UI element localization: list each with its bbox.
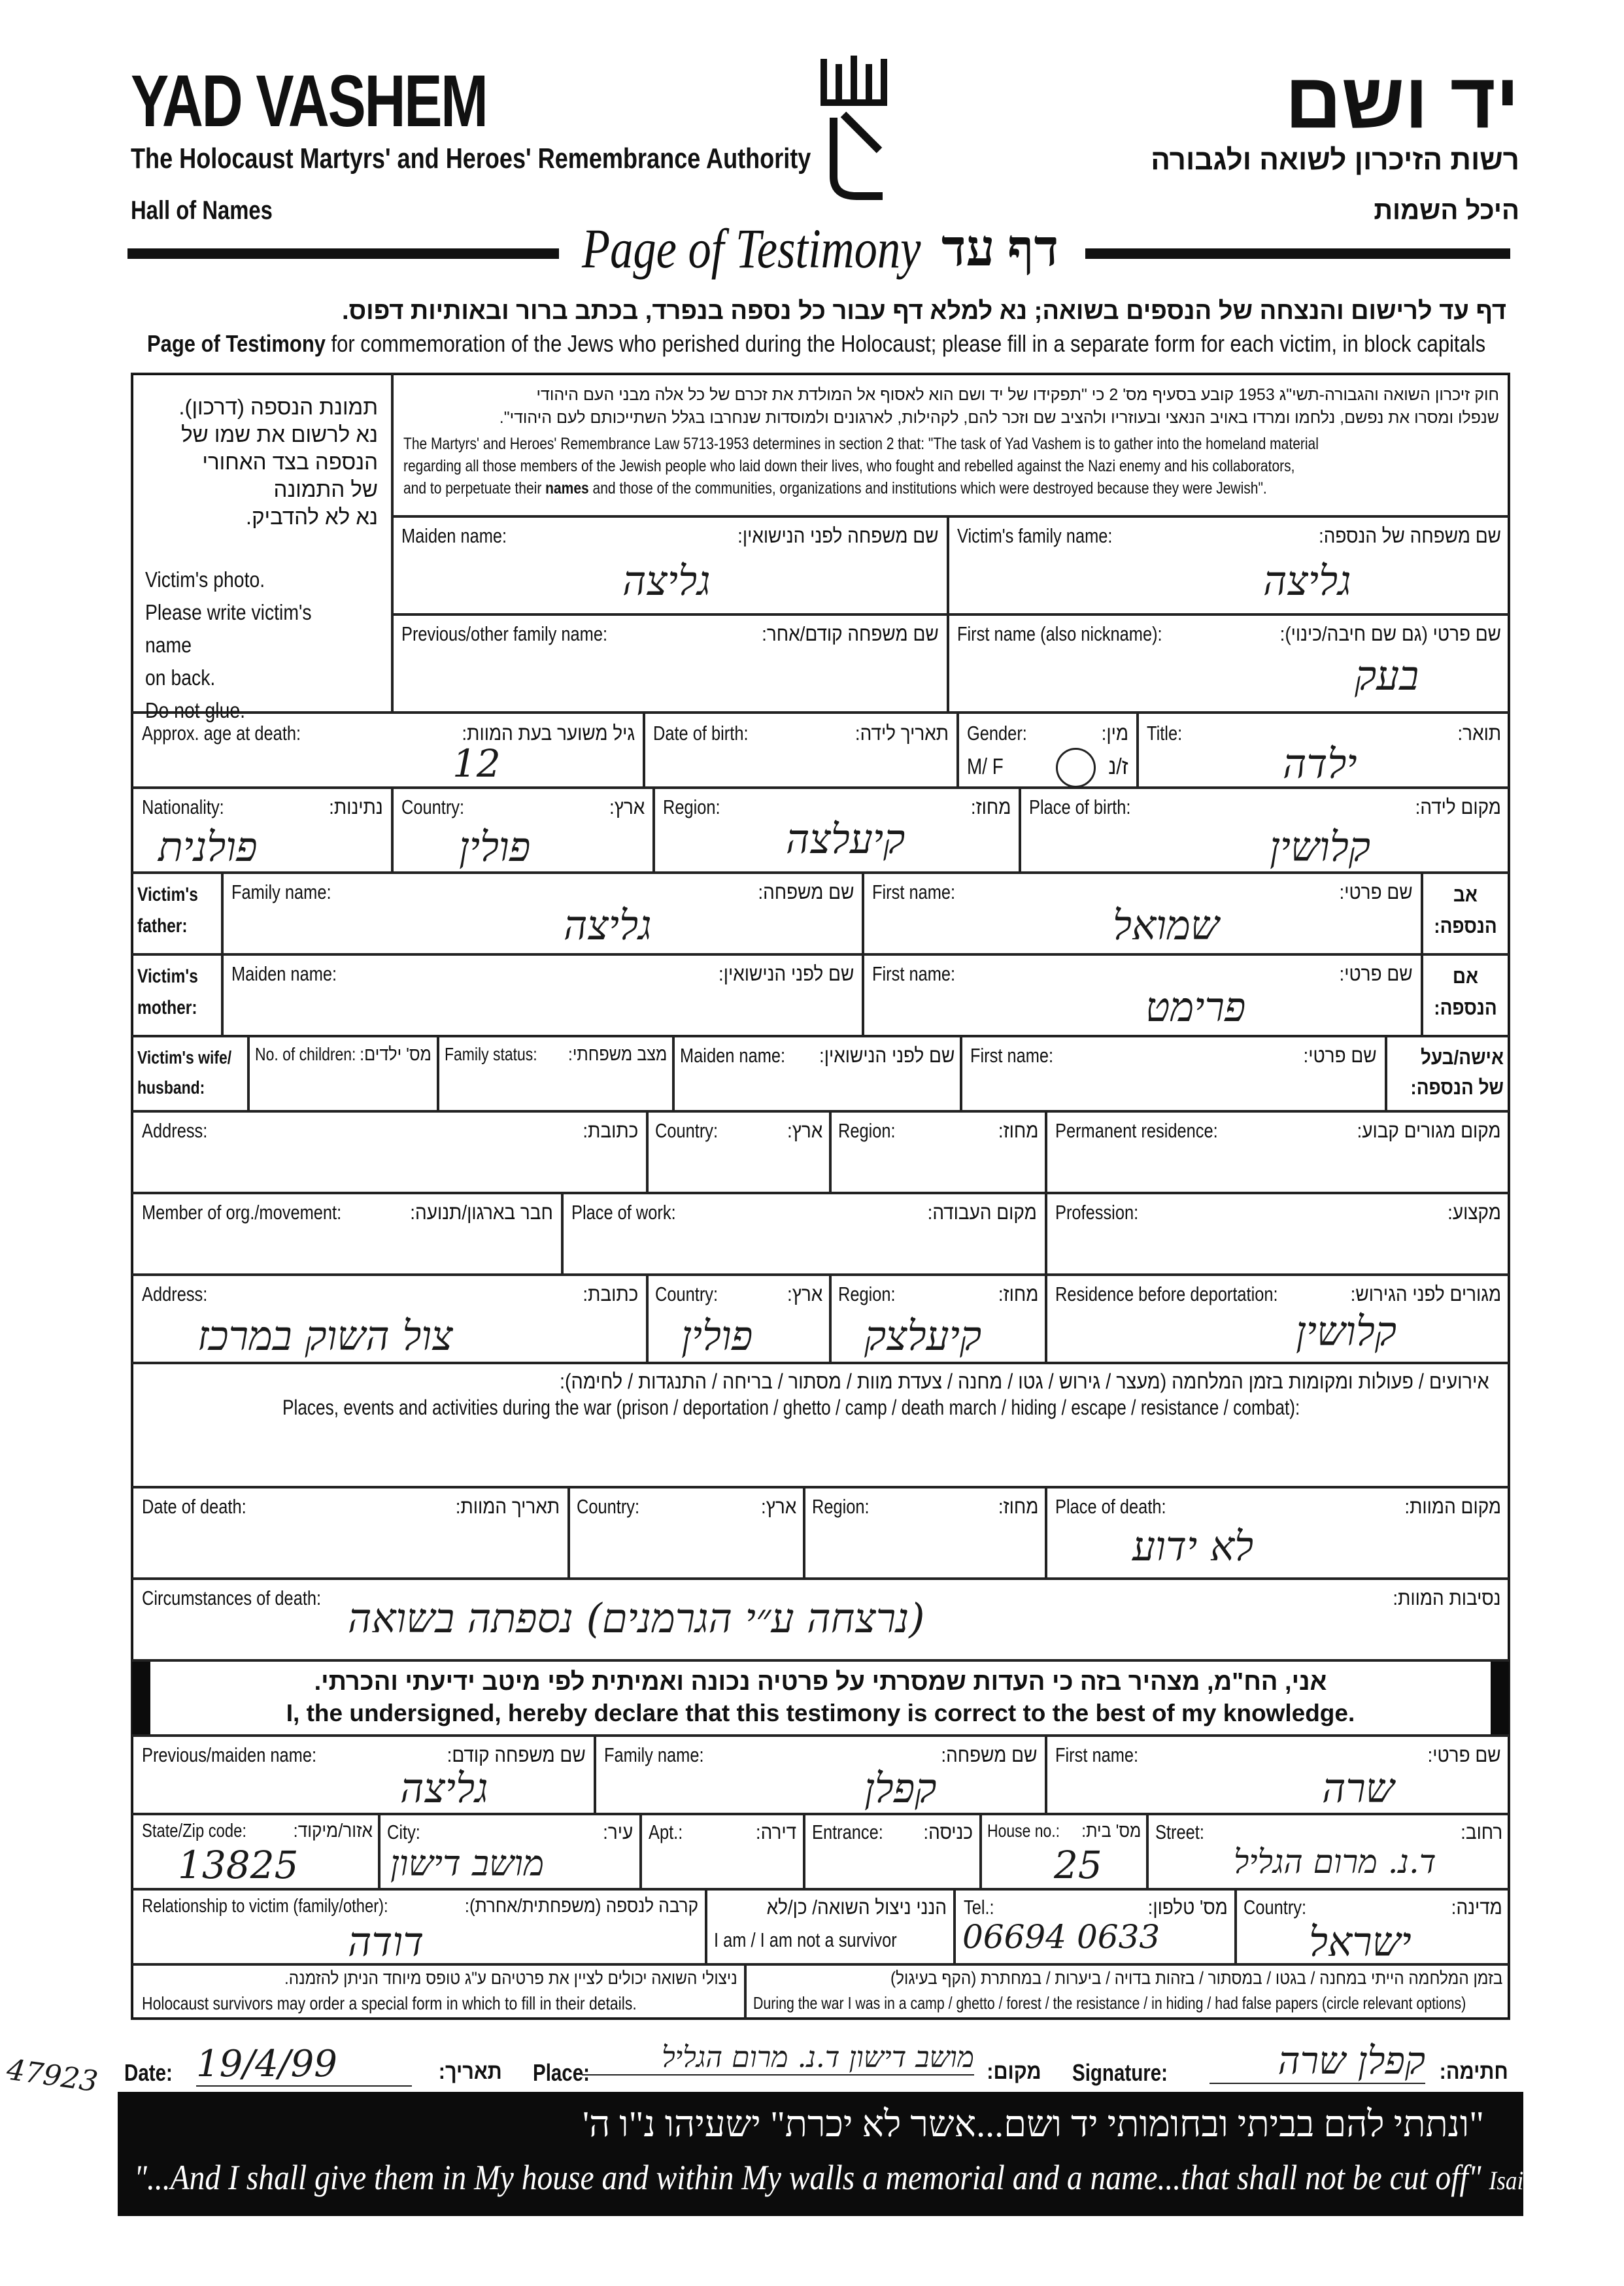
submitter-previous-name-value: גליצה	[400, 1764, 488, 1812]
street-field[interactable]: Street: רחוב: ד.נ. מרום הגליל	[1147, 1814, 1510, 1889]
zip-code-value: 13825	[178, 1843, 299, 1887]
father-first-name-field[interactable]: First name: שם פרטי: שמואל	[863, 873, 1422, 954]
age-value: 12	[452, 741, 501, 786]
photo-instructions-he: תמונת הנספה (דרכון). נא לרשום את שמו של הנספה בצד האחורי של התמונה נא לא להדביק.	[178, 395, 378, 529]
relationship-field[interactable]: Relationship to victim (family/other): קרבה לנספה (משפחתית/אחרת): דודה	[131, 1889, 706, 1964]
region-value: קיעלצה	[786, 815, 905, 863]
place-of-death-field[interactable]: Place of death: מקום המוות: לא ידוע	[1046, 1487, 1510, 1579]
law-text-box	[392, 373, 1510, 516]
intro-en: Page of Testimony for commemoration of the Jews who perished during the Holocaust; please fill in a separate form for each victim, in block capitals	[147, 330, 1486, 357]
apartment-field[interactable]: Apt.: דירה:	[641, 1814, 804, 1889]
place-of-work-field[interactable]: Place of work: מקום העבודה:	[562, 1193, 1046, 1275]
maiden-name-field[interactable]: Maiden name: שם משפחה לפני הנישואין: גליצה	[392, 516, 948, 614]
house-number-value: 25	[1054, 1843, 1102, 1887]
hall-of-names-he: היכל השמות	[1374, 196, 1519, 225]
mother-label-he-cell: אם הנספה:	[1422, 954, 1510, 1036]
footer-quote-en: "...And I shall give them in My house and within My walls a memorial and a name...that shall not be cut off" Isaiah, 56:5	[134, 2158, 1600, 2197]
law-he-1: חוק זיכרון השואה והגבורה-תשי"ג 1953 קובע בסעיף מס' 2 כי "תפקידו של יד ושם הוא לאסוף אל המולדת את זכרם של כל אלה מבני העם היהודי	[536, 386, 1499, 404]
address-value: צול השוק במרכז	[197, 1312, 453, 1360]
photo-box	[131, 373, 392, 722]
address-region-field[interactable]: Region: מחוז:	[830, 1111, 1046, 1193]
mother-label-cell: Victim's mother:	[131, 954, 222, 1036]
yad-vashem-logo-icon	[817, 52, 896, 203]
deportation-country-value: פולין	[681, 1312, 753, 1360]
city-value: מושב דישון	[390, 1843, 545, 1884]
spouse-label-he-cell: אישה/בעל של הנספה:	[1386, 1036, 1510, 1111]
residence-before-deportation-value: קלושין	[1296, 1307, 1397, 1355]
mother-maiden-name-field[interactable]: Maiden name: שם לפני הנישואין:	[222, 954, 863, 1036]
org-name-he: יד ושם	[1285, 57, 1519, 144]
deportation-region-field[interactable]: Region: מחוז: קיעלצק	[830, 1275, 1046, 1363]
mother-first-name-field[interactable]: First name: שם פרטי: פרימט	[863, 954, 1422, 1036]
father-label-he-cell: אב הנספה:	[1422, 873, 1510, 954]
title-value: ילדה	[1283, 740, 1357, 788]
place-of-birth-field[interactable]: Place of birth: מקום לידה: קלושין	[1020, 788, 1510, 873]
spouse-first-name-field[interactable]: First name: שם פרטי:	[961, 1036, 1386, 1111]
deportation-region-value: קיעלצק	[864, 1312, 982, 1360]
nationality-field[interactable]: Nationality: נתינות: פולנית	[131, 788, 392, 873]
submitter-previous-name-field[interactable]: Previous/maiden name: שם משפחה קודם: גליצה	[131, 1736, 595, 1814]
nationality-value: פולנית	[158, 823, 258, 871]
victim-family-name-value: גליצה	[1263, 557, 1351, 605]
death-region-field[interactable]: Region: מחוז:	[804, 1487, 1046, 1579]
death-country-field[interactable]: Country: ארץ:	[569, 1487, 804, 1579]
telephone-field[interactable]: Tel.: מס' טלפון: 06694 0633	[955, 1889, 1236, 1964]
submitter-country-field[interactable]: Country: מדינה: ישראל	[1236, 1889, 1510, 1964]
residence-before-deportation-field[interactable]: Residence before deportation: מגורים לפני הגירוש: קלושין	[1046, 1275, 1510, 1363]
org-name-en: YAD VASHEM	[131, 60, 487, 142]
address-before-deportation-field[interactable]: Address: כתובת: צול השוק במרכז	[131, 1275, 647, 1363]
intro-he: דף עד לרישום והנצחה של הנספים בשואה; נא למלא דף עבור כל נספה בנפרד, בכתב ברור ובאותיות דפוס.	[342, 297, 1506, 325]
address-country-field[interactable]: Country: ארץ:	[647, 1111, 830, 1193]
signature-label: Signature:	[1072, 2059, 1168, 2086]
father-family-name-field[interactable]: Family name: שם משפחה: גליצה	[222, 873, 863, 954]
country-value: פולין	[459, 823, 531, 871]
footer-quote-he: "ונתתי להם בביתי ובחומותי יד ושם...אשר לא יכרת" ישעיהו נ"ו ה'	[583, 2104, 1484, 2145]
survivor-note-right: בזמן המלחמה הייתי במחנה / בגטו / במסתור / בזהות בדויה / ביערות / במחתרת (הקף בעיגול) During the war I was in a camp / ghetto / forest / the resistance / in hiding / had false papers (circle relevant options)	[745, 1964, 1510, 2020]
father-label-cell: Victim's father:	[131, 873, 222, 954]
family-status-field[interactable]: Family status: מצב משפחתי:	[438, 1036, 673, 1111]
region-field[interactable]: Region: מחוז: קיעלצה	[654, 788, 1020, 873]
side-number: 47923	[5, 2053, 100, 2099]
country-field[interactable]: Country: ארץ: פולין	[392, 788, 654, 873]
permanent-residence-field[interactable]: Permanent residence: מקום מגורים קבוע:	[1046, 1111, 1510, 1193]
mother-first-name-value: פרימט	[1145, 983, 1246, 1031]
city-field[interactable]: City: עיר: מושב דישון	[379, 1814, 641, 1889]
age-at-death-field[interactable]: Approx. age at death: גיל משוער בעת המוות: 12	[131, 713, 644, 788]
form-title-en: Page of Testimony	[582, 217, 921, 280]
place-of-birth-value: קלושין	[1270, 823, 1371, 871]
address-field[interactable]: Address: כתובת:	[131, 1111, 647, 1193]
victim-first-name-value: בעק	[1355, 652, 1419, 699]
street-value: ד.נ. מרום הגליל	[1234, 1843, 1436, 1881]
place-value[interactable]: מושב דישון ד.נ. מרום הגליל	[582, 2041, 974, 2076]
place-of-death-value: לא ידוע	[1132, 1522, 1254, 1570]
submitter-first-name-value: שרה	[1322, 1764, 1395, 1812]
law-en-1: The Martyrs' and Heroes' Remembrance Law 5713-1953 determines in section 2 that: "The task of Yad Vashem is to gather into the homeland material	[403, 435, 1319, 453]
deportation-country-field[interactable]: Country: ארץ: פולין	[647, 1275, 830, 1363]
victim-family-name-field[interactable]: Victim's family name: שם משפחה של הנספה: גליצה	[948, 516, 1510, 614]
date-label-he: תאריך:	[438, 2059, 502, 2084]
declaration-box	[131, 1660, 1510, 1736]
telephone-value: 06694 0633	[962, 1918, 1160, 1956]
date-label: Date:	[124, 2059, 173, 2086]
declaration-he: אני, הח"מ, מצהיר בזה כי העדות שמסרתי על פרטיה נכונה ואמיתית לפי מיטב ידיעתי והכרתי.	[314, 1668, 1327, 1696]
hall-of-names-en: Hall of Names	[131, 196, 273, 225]
divider-right	[1085, 248, 1510, 259]
gender-circle-mark	[1056, 748, 1096, 788]
wartime-events-field[interactable]: אירועים / פעולות ומקומות בזמן המלחמה (מעצר / גירוש / גטו / מחנה / צעדת מוות / מסתור / בריחה / התנגדות / לחימה): Places, events and activities during the war (prison / deportation / ghetto / camp / death march / hiding / escape / resistance / combat):	[131, 1363, 1510, 1487]
circumstances-of-death-field[interactable]: Circumstances of death: נסיבות המוות: (נרצחה ע״י הגרמנים) נספתה בשואה	[131, 1579, 1510, 1660]
date-of-birth-field[interactable]: Date of birth: תאריך לידה:	[644, 713, 958, 788]
children-count-field[interactable]: No. of children: מס' ילדים:	[248, 1036, 438, 1111]
survivor-field[interactable]: הנני ניצול השואה/ כן/לא I am / I am not a survivor	[706, 1889, 955, 1964]
form-title-he: דף עד	[941, 220, 1059, 277]
previous-family-name-field[interactable]: Previous/other family name: שם משפחה קודם/אחר:	[392, 614, 948, 713]
signature-label-he: חתימה:	[1439, 2059, 1508, 2084]
divider-left	[127, 248, 559, 259]
submitter-country-value: ישראל	[1309, 1918, 1412, 1966]
submitter-family-name-value: קפלן	[864, 1764, 937, 1812]
date-of-death-field[interactable]: Date of death: תאריך המוות:	[131, 1487, 569, 1579]
relationship-value: דודה	[348, 1918, 424, 1966]
law-he-2: שנפלו ומסרו את נפשם, נלחמו ומרדו באויב הנאצי ובעוזריו ולהציב שם וזכר להם, לקהילות, לארגונים ולמוסדות שנחרבו בגלל השתייכותם לעם היהודי".	[499, 409, 1499, 427]
footer-quote-bar	[118, 2092, 1600, 2216]
house-number-field[interactable]: House no.: מס' בית: 25	[981, 1814, 1147, 1889]
place-label-he: מקום:	[987, 2059, 1041, 2084]
place-label: Place:	[533, 2059, 590, 2086]
law-en-2: regarding all those members of the Jewish people who laid down their lives, who fought and rebelled against the Nazi enemy and his collaborators,	[403, 457, 1295, 475]
title-field[interactable]: Title: תואר: ילדה	[1138, 713, 1510, 788]
member-org-field[interactable]: Member of org./movement: חבר בארגון/תנועה:	[131, 1193, 562, 1275]
father-family-name-value: גליצה	[564, 901, 652, 949]
authority-he: רשות הזיכרון לשואה ולגבורה	[1151, 144, 1519, 176]
gender-field[interactable]: Gender: מין: M/ F ז/נ	[958, 713, 1138, 788]
declaration-en: I, the undersigned, hereby declare that this testimony is correct to the best of my knowledge.	[286, 1700, 1355, 1726]
signature-value[interactable]: קפלן שרה	[1210, 2038, 1425, 2084]
zip-code-field[interactable]: State/Zip code: אזור/מיקוד: 13825	[131, 1814, 379, 1889]
profession-field[interactable]: Profession: מקצוע:	[1046, 1193, 1510, 1275]
entrance-field[interactable]: Entrance: כניסה:	[804, 1814, 981, 1889]
circumstances-value: (נרצחה ע״י הגרמנים) נספתה בשואה	[348, 1594, 925, 1642]
photo-instructions-en: Victim's photo. Please write victim's name on back. Do not glue.	[145, 567, 312, 722]
authority-en: The Holocaust Martyrs' and Heroes' Remembrance Authority	[131, 143, 811, 175]
submitter-family-name-field[interactable]: Family name: שם משפחה: קפלן	[595, 1736, 1046, 1814]
spouse-maiden-name-field[interactable]: Maiden name: שם לפני הנישואין:	[673, 1036, 961, 1111]
maiden-name-value: גליצה	[622, 557, 711, 605]
date-value[interactable]: 19/4/99	[196, 2043, 412, 2087]
father-first-name-value: שמואל	[1113, 901, 1219, 949]
victim-first-name-field[interactable]: First name (also nickname): שם פרטי (גם שם חיבה/כינוי): בעק	[948, 614, 1510, 713]
law-en-3: and to perpetuate their names and those of the communities, organizations and institutions which were destroyed because they were Jewish".	[403, 479, 1267, 497]
spouse-label-cell: Victim's wife/ husband:	[131, 1036, 248, 1111]
survivor-note-left: ניצולי השואה יכולים לציין את פרטיהם ע"ג טופס מיוחד הניתן להזמנה. Holocaust survivors may order a special form in which to fill in their details.	[131, 1964, 745, 2020]
submitter-first-name-field[interactable]: First name: שם פרטי: שרה	[1046, 1736, 1510, 1814]
